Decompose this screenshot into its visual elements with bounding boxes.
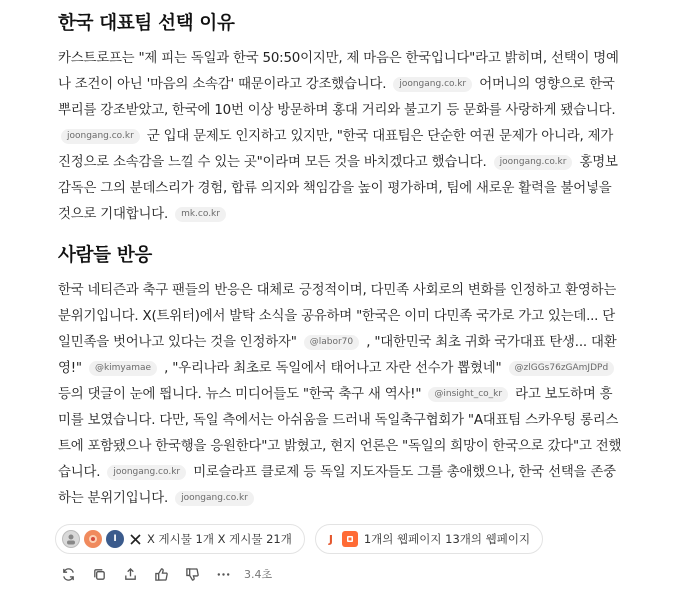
text: 홍명보 감독은 그의 분데스리가 경험, 합류 의지와 책임감을 높이 평가하며, 팀에 새로운 활력을 불어넣을 것으로 기대합니다. (58, 155, 618, 222)
source-citation[interactable]: @insight_co_kr (428, 387, 508, 402)
source-citation[interactable]: joongang.co.kr (61, 129, 140, 144)
x-posts-source-button[interactable] (55, 524, 305, 554)
text: 어머니의 영향으로 한국 뿌리를 강조받았고, 한국에 10번 이상 방문하며 홍대 거리와 불고기 등 문화를 사랑하게 됐습니다. (58, 77, 616, 118)
x-posts-label: X 게시물 1개 X 게시물 21개 (147, 532, 292, 546)
favicon: J (322, 530, 340, 548)
text: 카스트로프는 "제 피는 독일과 한국 50:50이지만, 제 마음은 한국입니다"라고 밝히며, 선택이 명예나 조건이 아닌 '마음의 소속감' 때문이라고 강조했습니다. (58, 51, 619, 92)
reactions-paragraph (58, 278, 625, 512)
thumbs-down-icon[interactable] (184, 566, 200, 582)
source-citation[interactable]: @zlGGs76zGAmJDPd (509, 361, 615, 376)
regenerate-icon[interactable] (60, 566, 76, 582)
favicon (342, 531, 358, 547)
source-citation[interactable]: joongang.co.kr (494, 155, 573, 170)
section-title-reactions: 사람들 반응 (58, 245, 152, 266)
message-actions (58, 566, 625, 582)
more-options-icon[interactable] (215, 566, 231, 582)
sources-row (55, 524, 625, 554)
share-icon[interactable] (122, 566, 138, 582)
source-citation[interactable]: joongang.co.kr (175, 491, 254, 506)
text: , "대한민국 최초 귀화 국가대표 탄생... 대환영!" (58, 335, 617, 376)
response-time: 3.4초 (244, 568, 273, 581)
text: 등의 댓글이 눈에 띕니다. 뉴스 미디어들도 "한국 축구 새 역사!" (58, 387, 422, 402)
source-citation[interactable]: @kimyamae (89, 361, 157, 376)
x-logo-icon (130, 534, 141, 545)
reason-paragraph (58, 46, 625, 228)
text: 군 입대 문제도 인지하고 있지만, "한국 대표팀은 단순한 여권 문제가 아니라, 제가 진정으로 소속감을 느낄 수 있는 곳"이라며 모든 것을 바치겠다고 했습니다. (58, 129, 614, 170)
avatar (62, 530, 80, 548)
source-citation[interactable]: @labor70 (304, 335, 359, 350)
source-citation[interactable]: joongang.co.kr (107, 465, 186, 480)
web-pages-source-button[interactable] (315, 524, 543, 554)
thumbs-up-icon[interactable] (153, 566, 169, 582)
text: 한국 네티즌과 축구 팬들의 반응은 대체로 긍정적이며, 다민족 사회로의 변화를 인정하고 환영하는 분위기입니다. X(트위터)에서 발탁 소식을 공유하며 "한국은 이미 다민족 국가로 가고 있는데... 단일민족을 벗어나고 있다는 것을 인정하자" (58, 283, 617, 350)
section-title-reason: 한국 대표팀 선택 이유 (58, 13, 235, 34)
avatar (84, 530, 102, 548)
copy-icon[interactable] (91, 566, 107, 582)
web-pages-label: 1개의 웹페이지 13개의 웹페이지 (363, 532, 531, 546)
avatar: I (106, 530, 124, 548)
text: 라고 보도하며 흥미를 보였습니다. 다만, 독일 측에서는 아쉬움을 드러내 독일축구협회가 "A대표팀 스카우팅 롱리스트에 포함됐으나 한국행을 응원한다"고 밝혔고, 현지 언론은 "독일의 희망이 한국으로 갔다"고 전했습니다. (58, 387, 622, 480)
text: 미로슬라프 클로제 등 독일 지도자들도 그를 총애했으나, 한국 선택을 존중하는 분위기입니다. (58, 465, 616, 506)
source-citation[interactable]: joongang.co.kr (393, 77, 472, 92)
source-citation[interactable]: mk.co.kr (175, 207, 226, 222)
text: , "우리나라 최초로 독일에서 태어나고 자란 선수가 뽑혔네" (164, 361, 502, 376)
